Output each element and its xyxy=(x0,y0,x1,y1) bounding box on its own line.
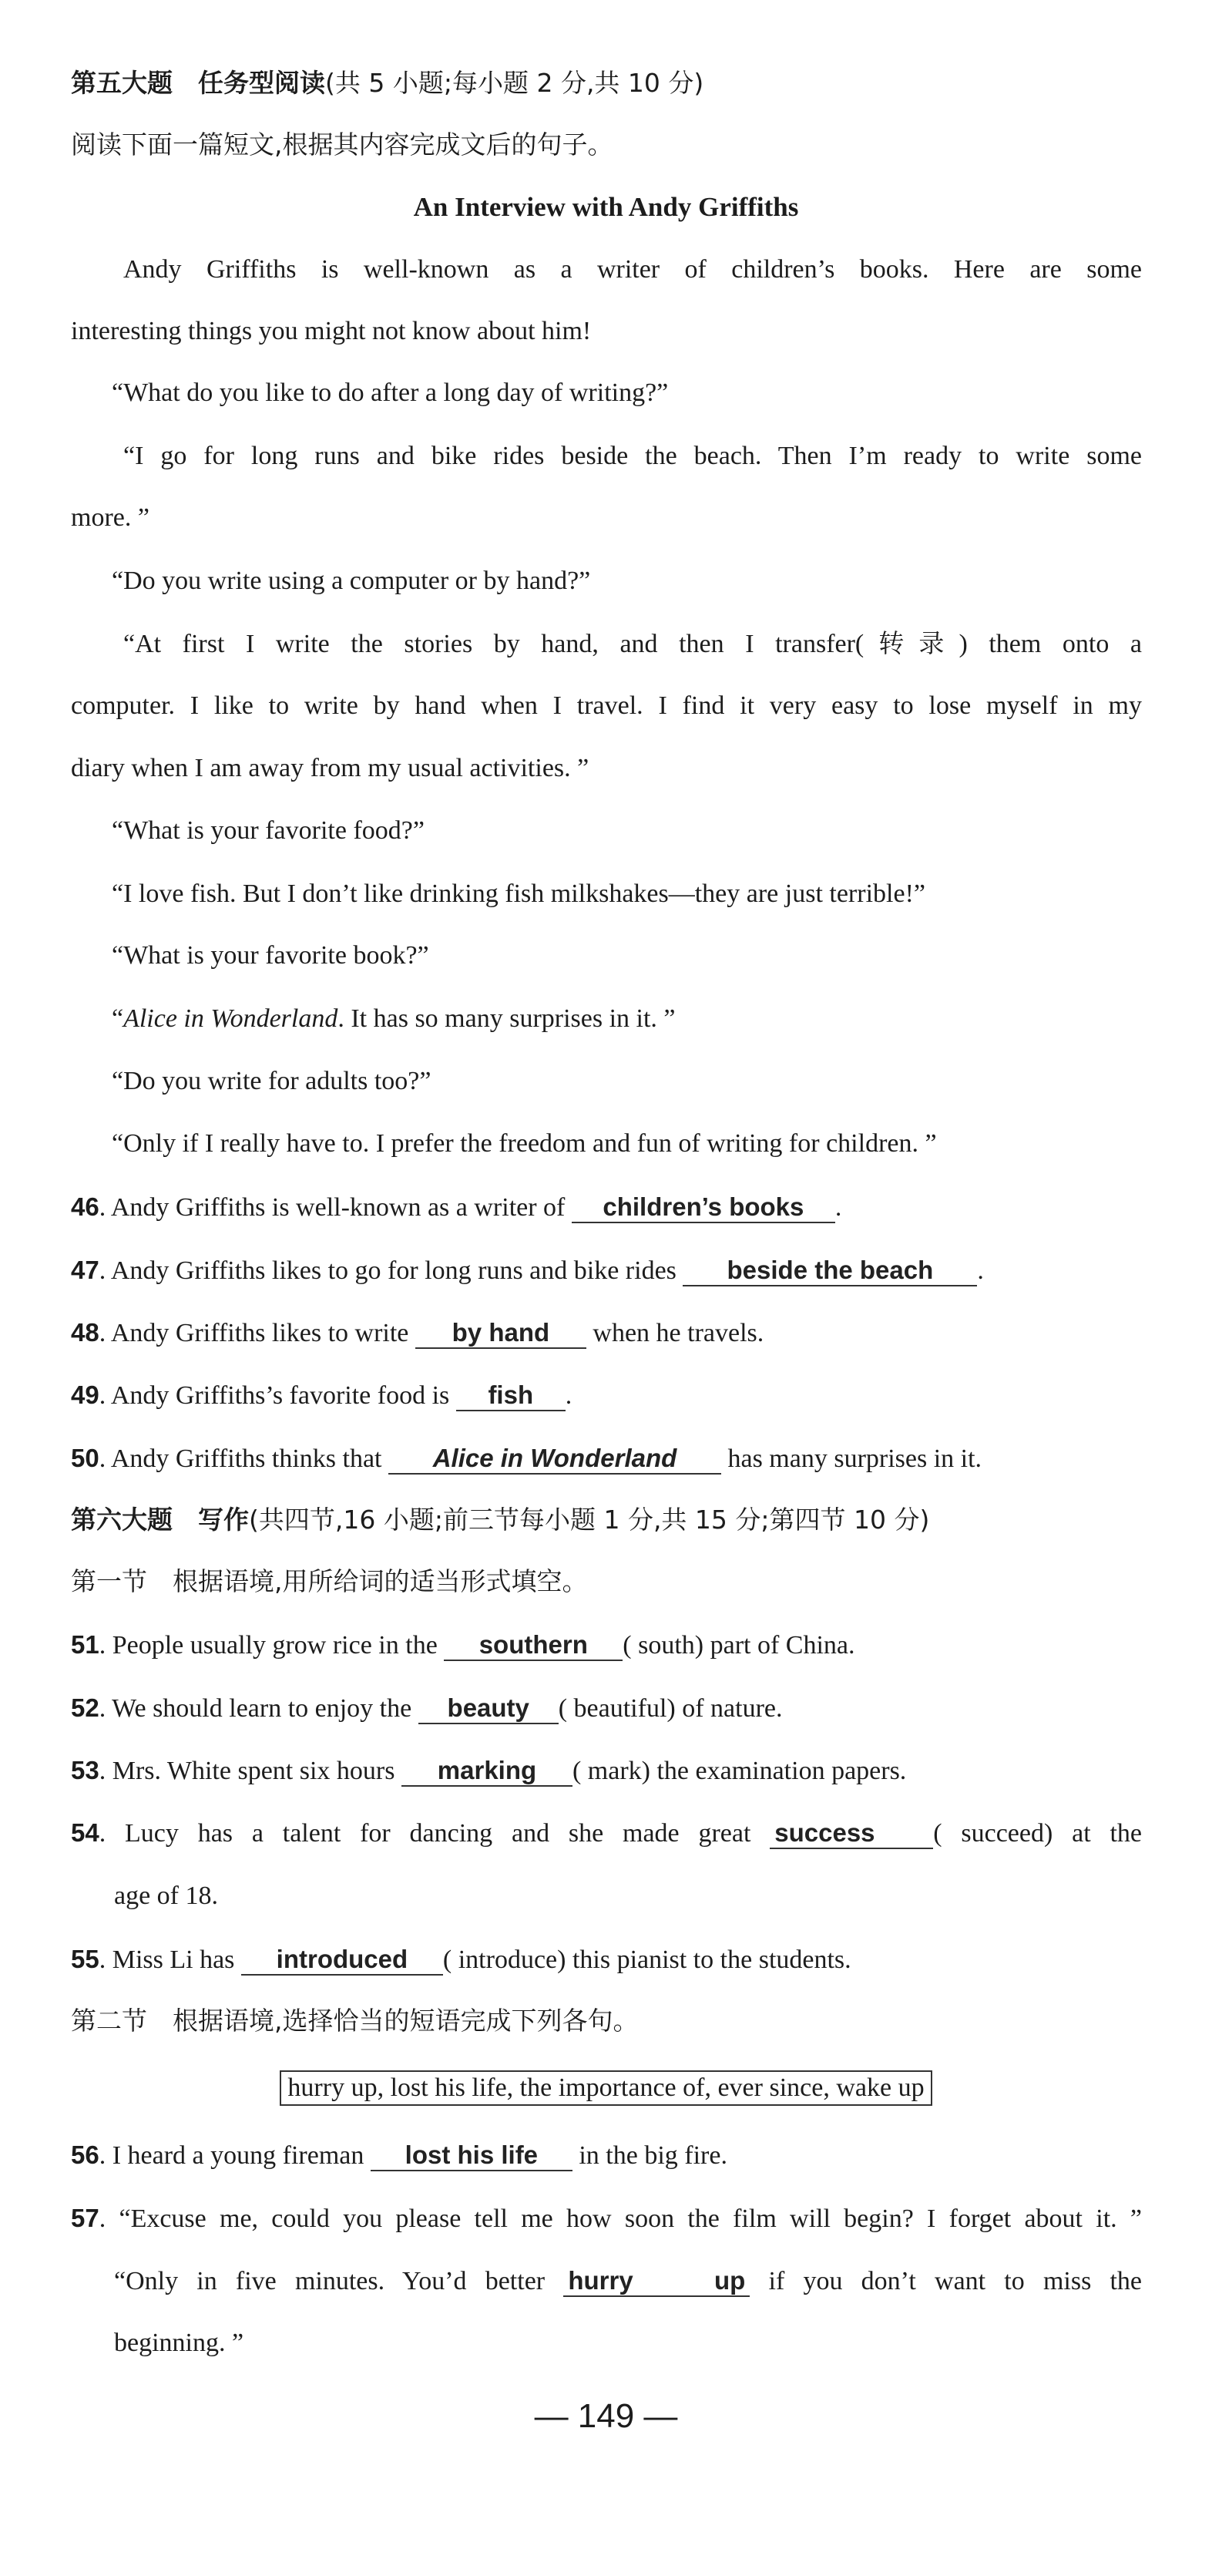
question-47 xyxy=(0,1255,1212,1286)
question-number: 47 xyxy=(71,1256,99,1284)
question-text-end: if you don’t want to miss the xyxy=(768,2267,1143,2295)
answer-blank xyxy=(418,1694,559,1724)
question-text-end: when he travels. xyxy=(593,1319,764,1347)
section6-heading-bold: 第六大题 写作 xyxy=(71,1505,249,1535)
question-text-end: ( introduce) this pianist to the students. xyxy=(442,1945,851,1974)
passage-a4-book-title: Alice in Wonderland xyxy=(123,1004,338,1033)
question-49 xyxy=(0,1380,1212,1411)
question-57-line2 xyxy=(114,2266,1142,2297)
section6-heading xyxy=(0,1505,1212,1536)
passage-title: An Interview with Andy Griffiths xyxy=(413,192,799,222)
passage-q1: “What do you like to do after a long day of writing?” xyxy=(112,378,669,407)
passage-a1-line1: “I go for long runs and bike rides beside the beach. Then I’m ready to write some xyxy=(123,442,1142,470)
passage-q3: “What is your favorite food?” xyxy=(112,816,425,845)
answer-blank xyxy=(371,2141,572,2171)
question-text: . Andy Griffiths is well-known as a writer of xyxy=(99,1193,566,1222)
passage-p1-line2: interesting things you might not know about him! xyxy=(71,317,592,345)
question-number: 53 xyxy=(71,1756,99,1784)
question-48 xyxy=(0,1317,1212,1349)
answer-text: hurry up xyxy=(568,2266,746,2295)
question-text-end: ( succeed) at the xyxy=(933,1819,1143,1848)
section5-heading-bold: 第五大题 任务型阅读 xyxy=(71,68,325,98)
question-text-end: ( south) part of China. xyxy=(623,1631,855,1660)
question-46 xyxy=(0,1192,1212,1223)
passage-a4-rest: . It has so many surprises in it. ” xyxy=(337,1004,676,1033)
answer-text: beauty xyxy=(447,1693,529,1722)
question-56 xyxy=(0,2140,1212,2171)
question-number: 48 xyxy=(71,1318,99,1347)
question-text: . Andy Griffiths’s favorite food is xyxy=(99,1381,450,1410)
question-53 xyxy=(0,1755,1212,1787)
question-number: 52 xyxy=(71,1693,99,1722)
section5-instruction: 阅读下面一篇短文,根据其内容完成文后的句子。 xyxy=(71,129,613,160)
question-text-end: ( beautiful) of nature. xyxy=(558,1694,783,1723)
question-number: 55 xyxy=(71,1945,99,1973)
page-number: — 149 — xyxy=(534,2397,678,2435)
answer-blank xyxy=(241,1945,443,1976)
section5-heading-rest: (共 5 小题;每小题 2 分,共 10 分) xyxy=(325,68,704,98)
passage-a2-line1-cjk: 转录 xyxy=(864,628,959,658)
question-number: 56 xyxy=(71,2141,99,2169)
passage-q5: “Do you write for adults too?” xyxy=(112,1067,431,1095)
question-57 xyxy=(71,2203,1142,2235)
question-52 xyxy=(0,1693,1212,1724)
passage-a2-line1 xyxy=(123,628,1142,660)
question-text: “Only in five minutes. You’d better xyxy=(114,2267,546,2295)
question-54-continuation: age of 18. xyxy=(114,1882,219,1910)
answer-blank xyxy=(572,1193,835,1223)
passage-a2-line1-post: ) them onto a xyxy=(959,630,1143,658)
answer-text: Alice in Wonderland xyxy=(432,1444,677,1472)
question-text-end: . xyxy=(565,1381,572,1410)
answer-text: southern xyxy=(478,1630,588,1659)
answer-text: marking xyxy=(437,1756,537,1784)
answer-text: fish xyxy=(488,1380,534,1409)
question-number: 49 xyxy=(71,1380,99,1409)
phrase-box-row xyxy=(0,2070,1212,2106)
question-50 xyxy=(0,1443,1212,1475)
answer-blank xyxy=(401,1757,572,1787)
question-text-end: . xyxy=(977,1256,984,1285)
question-57-line3: beginning. ” xyxy=(114,2329,244,2357)
answer-blank xyxy=(770,1819,933,1849)
passage-a4-open: “ xyxy=(112,1004,124,1033)
answer-blank xyxy=(388,1444,721,1475)
answer-blank xyxy=(444,1631,623,1661)
question-text: . Andy Griffiths likes to go for long runs and bike rides xyxy=(99,1256,677,1285)
part2-heading: 第二节 根据语境,选择恰当的短语完成下列各句。 xyxy=(71,2006,639,2036)
passage-a1-line2: more. ” xyxy=(71,503,149,532)
passage-a2-line1-pre: “At first I write the stories by hand, and then I transfer( xyxy=(123,630,865,658)
question-number: 57 xyxy=(71,2204,99,2232)
answer-text: beside the beach xyxy=(727,1256,934,1284)
question-55 xyxy=(0,1944,1212,1976)
passage-a3: “I love fish. But I don’t like drinking fish milkshakes—they are just terrible!” xyxy=(112,879,925,908)
question-text-end: has many surprises in it. xyxy=(727,1444,982,1473)
question-text: . “Excuse me, could you please tell me how soon the film will begin? I forget about it. ” xyxy=(99,2204,1142,2233)
question-text: . I heard a young fireman xyxy=(99,2141,364,2170)
question-text: . Lucy has a talent for dancing and she made great xyxy=(99,1819,751,1848)
question-text: . Mrs. White spent six hours xyxy=(99,1757,395,1785)
question-text: . Andy Griffiths thinks that xyxy=(99,1444,382,1473)
question-text: . We should learn to enjoy the xyxy=(99,1694,412,1723)
question-number: 51 xyxy=(71,1630,99,1659)
question-number: 54 xyxy=(71,1818,99,1847)
question-number: 46 xyxy=(71,1192,99,1221)
passage-a5: “Only if I really have to. I prefer the freedom and fun of writing for children. ” xyxy=(112,1129,937,1158)
section5-heading xyxy=(0,68,1212,99)
question-text-end: ( mark) the examination papers. xyxy=(572,1757,907,1785)
question-54 xyxy=(71,1818,1142,1849)
answer-text: success xyxy=(774,1818,875,1847)
answer-blank xyxy=(415,1319,586,1349)
question-text-end: in the big fire. xyxy=(579,2141,727,2170)
passage-a2-line2: computer. I like to write by hand when I travel. I find it very easy to lose myself in my xyxy=(71,691,1142,720)
answer-text: by hand xyxy=(452,1318,550,1347)
part1-heading: 第一节 根据语境,用所给词的适当形式填空。 xyxy=(71,1566,588,1596)
passage-a4 xyxy=(0,1004,1212,1034)
question-text: . Miss Li has xyxy=(99,1945,235,1974)
passage-q4: “What is your favorite book?” xyxy=(112,941,429,970)
phrase-box: hurry up, lost his life, the importance of, ever since, wake up xyxy=(280,2070,932,2106)
answer-text: children’s books xyxy=(603,1192,804,1221)
answer-blank xyxy=(683,1256,977,1286)
question-text-end: . xyxy=(834,1193,842,1222)
passage-q2: “Do you write using a computer or by hand?” xyxy=(112,567,591,595)
question-text: . Andy Griffiths likes to write xyxy=(99,1319,409,1347)
question-51 xyxy=(0,1629,1212,1661)
answer-text: lost his life xyxy=(405,2141,539,2169)
passage-p1-line1: Andy Griffiths is well-known as a writer of children’s books. Here are some xyxy=(123,255,1142,284)
question-text: . People usually grow rice in the xyxy=(99,1631,438,1660)
passage-a2-line3: diary when I am away from my usual activities. ” xyxy=(71,754,589,782)
answer-blank xyxy=(456,1381,566,1411)
answer-blank xyxy=(563,2267,750,2297)
question-number: 50 xyxy=(71,1444,99,1472)
section6-heading-rest: (共四节,16 小题;前三节每小题 1 分,共 15 分;第四节 10 分) xyxy=(249,1505,930,1535)
answer-text: introduced xyxy=(276,1945,408,1973)
